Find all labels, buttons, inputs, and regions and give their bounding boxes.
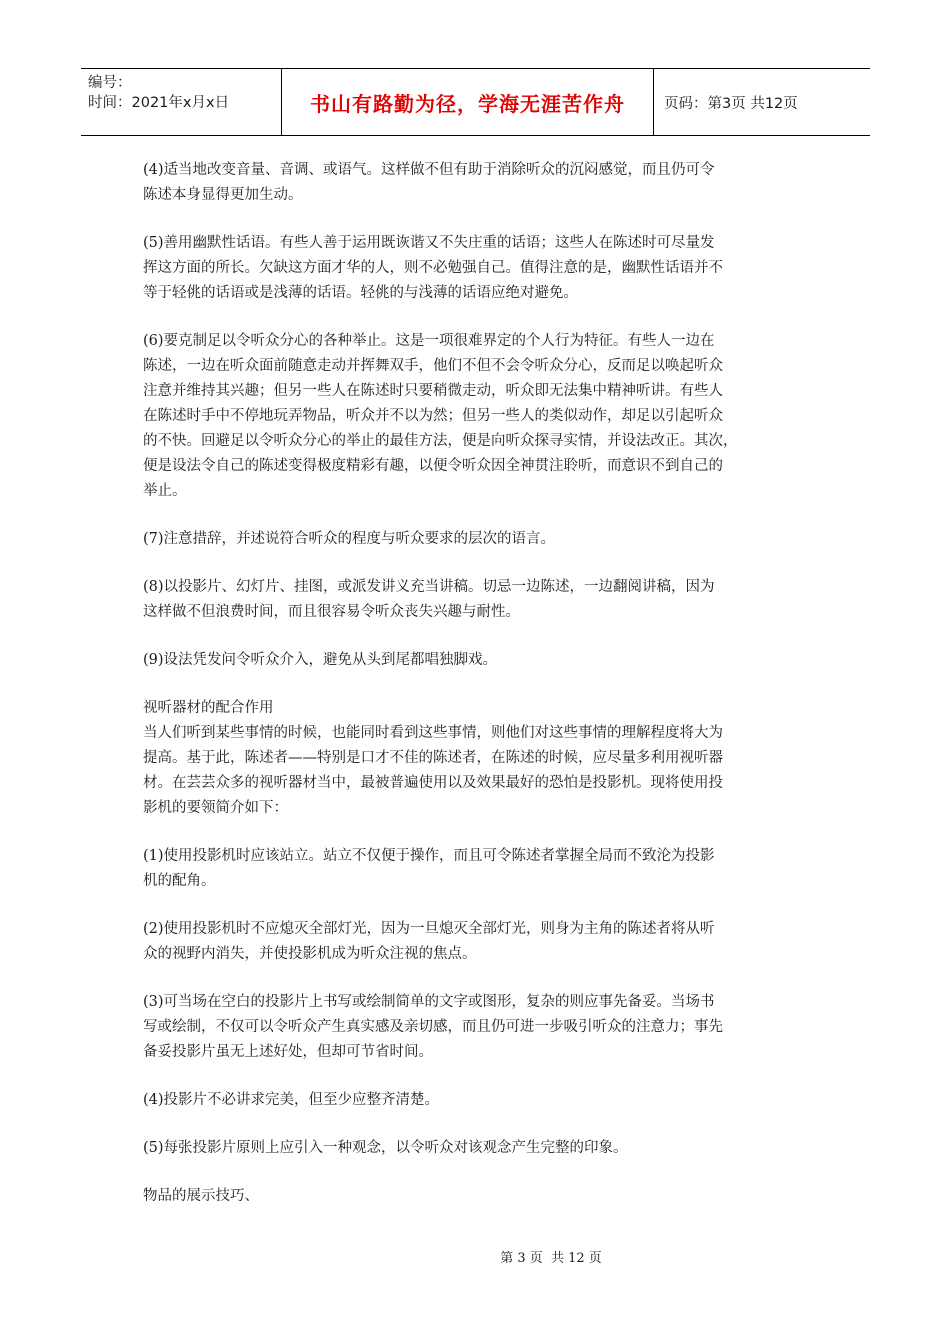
paragraph-item-9-questions: (9)设法凭发问令听众介入，避免从头到尾都唱独脚戏。 [143, 652, 498, 668]
header-motto-cell [282, 69, 654, 135]
paragraph-item-7-wording: (7)注意措辞，并述说符合听众的程度与听众要求的层次的语言。 [143, 531, 556, 547]
paragraph-projector-3: (3)可当场在空白的投影片上书写或绘制简单的文字或图形，复杂的则应事先备妥。当场书 写或绘制，不仅可以令听众产生真实感及亲切感，而且仍可进一步吸引听众的注意力；事先 备妥投影片虽无上述好处，但却可节省时间。 [143, 994, 723, 1060]
section-heading-display-skills: 物品的展示技巧、 [143, 1188, 259, 1204]
header-page-info: 页码：第3页 共12页 [664, 95, 798, 112]
header-meta [81, 69, 282, 135]
document-number-label: 编号： [88, 75, 132, 91]
page-header [81, 68, 870, 136]
paragraph-av-intro: 当人们听到某些事情的时候，也能同时看到这些事情，则他们对这些事情的理解程度将大为 提高。基于此，陈述者——特别是口才不佳的陈述者，在陈述的时候，应尽量多利用视听器 材。在芸芸众多的视听器材当中，最被普遍使用以及效果最好的恐怕是投影机。现将使用投 影机的要领简介如下： [143, 725, 723, 816]
paragraph-projector-5: (5)每张投影片原则上应引入一种观念，以令听众对该观念产生完整的印象。 [143, 1140, 628, 1156]
paragraph-item-4-volume: (4)适当地改变音量、音调、或语气。这样做不但有助于消除听众的沉闷感觉，而且仍可令 陈述本身显得更加生动。 [143, 162, 715, 203]
section-heading-av-equipment: 视听器材的配合作用 [143, 700, 274, 716]
paragraph-item-6-distraction: (6)要克制足以令听众分心的各种举止。这是一项很难界定的个人行为特征。有些人一边在 陈述，一边在听众面前随意走动并挥舞双手，他们不但不会令听众分心，反而足以唤起听众 注意并维持其兴趣；但另一些人在陈述时只要稍微走动，听众即无法集中精神听讲。有些人 在陈述时手中不停地玩弄物品，听众并不以为然；但另一些人的类似动作，却足以引起听众 的不快。回避足以令听众分心的举止的最佳方法，便是向听众探寻实情，并设法改正。其次， 便是设法令自己的陈述变得极度精彩有趣，以便令听众因全神贯注聆听，而意识不到自己的 举止。 [143, 333, 738, 499]
paragraph-projector-1: (1)使用投影机时应该站立。站立不仅便于操作，而且可令陈述者掌握全局而不致沦为投影 机的配角。 [143, 848, 715, 889]
paragraph-projector-4: (4)投影片不必讲求完美，但至少应整齐清楚。 [143, 1092, 440, 1108]
document-date-label: 时间：2021年x月x日 [88, 95, 230, 111]
paragraph-item-5-humor: (5)善用幽默性话语。有些人善于运用既诙谐又不失庄重的话语；这些人在陈述时可尽量发 挥这方面的所长。欠缺这方面才华的人，则不必勉强自己。值得注意的是，幽默性话语并不 等于轻佻的话语或是浅薄的话语。轻佻的与浅薄的话语应绝对避免。 [143, 235, 723, 301]
document-body [143, 158, 818, 1232]
page-footer: 第 3 页 共 12 页 [500, 1251, 602, 1266]
paragraph-projector-2: (2)使用投影机时不应熄灭全部灯光，因为一旦熄灭全部灯光，则身为主角的陈述者将从听 众的视野内消失，并使投影机成为听众注视的焦点。 [143, 921, 715, 962]
header-motto: 书山有路勤为径，学海无涯苦作舟 [310, 91, 625, 116]
paragraph-item-8-slides: (8)以投影片、幻灯片、挂图，或派发讲义充当讲稿。切忌一边陈述，一边翻阅讲稿，因为 这样做不但浪费时间，而且很容易令听众丧失兴趣与耐性。 [143, 579, 715, 620]
